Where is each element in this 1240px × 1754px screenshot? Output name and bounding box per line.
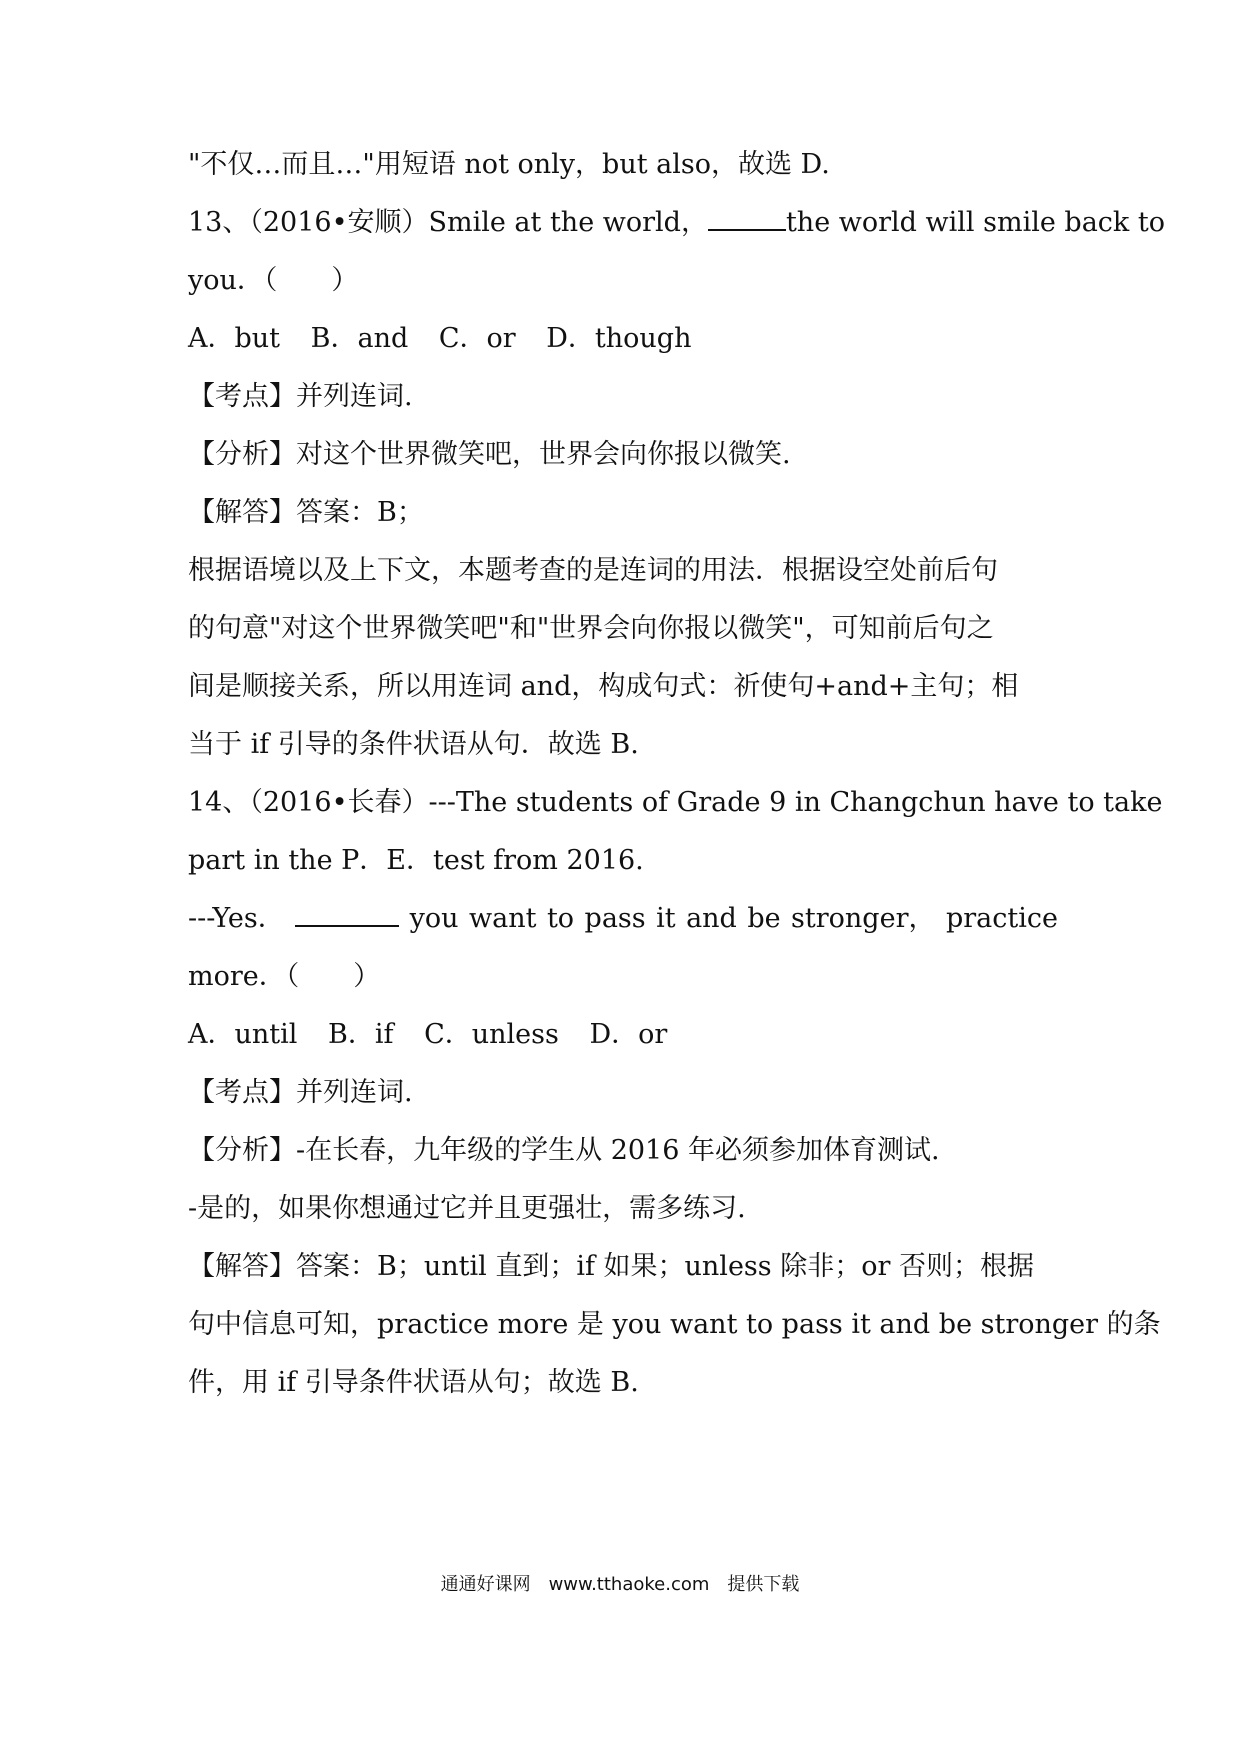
text-line: "不仅…而且…"用短语 not only，but also，故选 D. <box>188 149 830 180</box>
explanation-line: 根据语境以及上下文，本题考查的是连词的用法．根据设空处前后句 <box>188 555 998 586</box>
answer-blank <box>295 899 399 927</box>
explanation-line: 当于 if 引导的条件状语从句．故选 B. <box>188 729 639 760</box>
question-13-stem-end: you．（ ） <box>188 265 359 296</box>
question-13-stem <box>188 203 1165 243</box>
reply-word: practice <box>945 903 1058 934</box>
option-d: D．though <box>546 323 692 354</box>
test-point: 【考点】并列连词. <box>188 1077 413 1108</box>
option-c: C．or <box>438 323 516 354</box>
question-13-options <box>188 319 1058 359</box>
answer: 【解答】答案：B； <box>188 497 424 528</box>
question-13-text-part1: 13、（2016•安顺）Smile at the world， <box>188 207 708 238</box>
reply-word: ---Yes． <box>188 903 285 934</box>
question-13-text-part2: the world will smile back to <box>785 207 1165 238</box>
page-footer: 通通好课网 www.tthaoke.com 提供下载 <box>440 1574 800 1595</box>
reply-word: you <box>409 903 459 934</box>
question-14-options <box>188 1015 1058 1055</box>
reply-word: stronger， <box>791 903 936 934</box>
reply-word: and <box>686 903 737 934</box>
option-c: C．unless <box>424 1019 559 1050</box>
explanation-line: 句中信息可知，practice more 是 you want to pass it and be stronger 的条 <box>188 1309 1161 1340</box>
analysis: 【分析】对这个世界微笑吧，世界会向你报以微笑. <box>188 439 791 470</box>
reply-word: it <box>656 903 676 934</box>
option-d: D．or <box>589 1019 668 1050</box>
question-14-stem: 14、（2016•长春）---The students of Grade 9 in Changchun have to take <box>188 787 1163 818</box>
question-14-stem-line2: part in the P．E．test from 2016. <box>188 845 644 876</box>
reply-word: be <box>747 903 781 934</box>
question-14-reply <box>188 899 1058 939</box>
reply-word: to <box>546 903 575 934</box>
analysis: 【分析】-在长春，九年级的学生从 2016 年必须参加体育测试. <box>188 1135 940 1166</box>
option-a: A．until <box>188 1019 298 1050</box>
analysis-line2: -是的，如果你想通过它并且更强壮，需多练习. <box>188 1193 746 1224</box>
explanation-line: 件，用 if 引导条件状语从句；故选 B. <box>188 1367 639 1398</box>
test-point: 【考点】并列连词. <box>188 381 413 412</box>
reply-word: pass <box>584 903 646 934</box>
explanation-line: 间是顺接关系，所以用连词 and，构成句式：祈使句+and+主句；相 <box>188 671 1019 702</box>
reply-word: want <box>469 903 537 934</box>
explanation-line: 的句意"对这个世界微笑吧"和"世界会向你报以微笑"，可知前后句之 <box>188 613 994 644</box>
answer-blank <box>708 203 786 231</box>
option-b: B．and <box>310 323 409 354</box>
answer: 【解答】答案：B；until 直到；if 如果；unless 除非；or 否则；根据 <box>188 1251 1034 1282</box>
option-a: A．but <box>188 323 281 354</box>
question-14-reply-end: more．（ ） <box>188 961 381 992</box>
option-b: B．if <box>328 1019 394 1050</box>
